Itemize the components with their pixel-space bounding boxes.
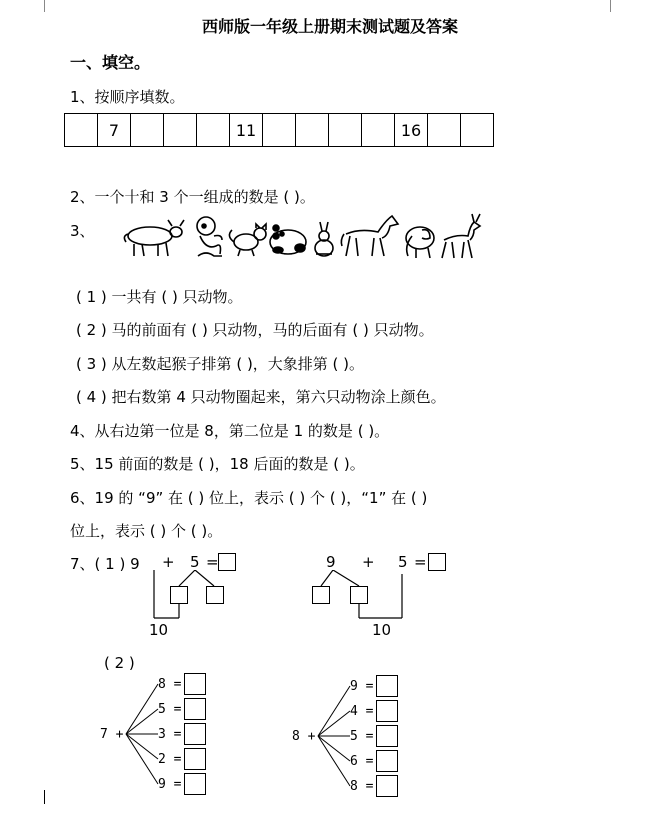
- q7-eq-left: =: [206, 553, 219, 571]
- sequence-cell[interactable]: [197, 114, 230, 147]
- page-title: 西师版一年级上册期末测试题及答案: [201, 17, 458, 36]
- cat-icon: [229, 224, 266, 256]
- q7-ten-right: 10: [372, 621, 392, 639]
- q3-sub4: ( 4 ) 把右数第 4 只动物圈起来，第六只动物涂上颜色。: [76, 388, 446, 406]
- cow-icon: [124, 220, 184, 256]
- margin-mark-top-left: [44, 0, 45, 12]
- monkey-icon: [197, 217, 222, 256]
- answer-box[interactable]: [218, 553, 236, 571]
- fan-item-label: 9 =: [158, 777, 182, 792]
- sequence-cell[interactable]: 7: [98, 114, 131, 147]
- split-lines-left: [140, 570, 220, 622]
- sequence-table: [64, 113, 494, 147]
- animal-row-image: [122, 210, 482, 262]
- q2-text: 2、一个十和 3 个一组成的数是 ( )。: [70, 188, 315, 206]
- deer-icon: [442, 214, 480, 258]
- answer-box[interactable]: [376, 675, 398, 697]
- sequence-cell[interactable]: [263, 114, 296, 147]
- q7-five-left: 5: [190, 553, 200, 571]
- rabbit-icon: [315, 222, 333, 256]
- fan-item-label: 8 =: [350, 779, 374, 794]
- sequence-cell[interactable]: [65, 114, 98, 147]
- margin-mark-top-right: [610, 0, 611, 12]
- answer-box[interactable]: [376, 750, 398, 772]
- elephant-icon: [406, 227, 434, 258]
- q7-ten-left: 10: [149, 621, 169, 639]
- answer-box[interactable]: [184, 673, 206, 695]
- q5-text: 5、15 前面的数是 ( )，18 后面的数是 ( )。: [70, 455, 365, 473]
- sequence-cell[interactable]: [428, 114, 461, 147]
- sequence-cell[interactable]: [329, 114, 362, 147]
- sequence-cell[interactable]: 11: [230, 114, 263, 147]
- q3-sub2: ( 2 ) 马的前面有 ( ) 只动物，马的后面有 ( ) 只动物。: [76, 321, 434, 339]
- q4-text: 4、从右边第一位是 8，第二位是 1 的数是 ( )。: [70, 422, 390, 440]
- q7-plus-left: +: [162, 553, 175, 571]
- q7-label: 7、( 1 ) 9: [70, 555, 140, 573]
- q7-eq-right: =: [414, 553, 427, 571]
- sequence-cell[interactable]: [164, 114, 197, 147]
- q7-nine-right: 9: [326, 553, 336, 571]
- answer-box[interactable]: [184, 723, 206, 745]
- fan-item-label: 5 =: [158, 702, 182, 717]
- answer-box[interactable]: [376, 725, 398, 747]
- fan-item-label: 4 =: [350, 704, 374, 719]
- fan-item-label: 8 =: [158, 677, 182, 692]
- answer-box[interactable]: [184, 698, 206, 720]
- fan-item-label: 9 =: [350, 679, 374, 694]
- q7-part2-label: ( 2 ): [104, 654, 135, 672]
- margin-mark-bottom-left: [44, 790, 45, 804]
- fan-item-label: 2 =: [158, 752, 182, 767]
- fan-item-label: 6 =: [350, 754, 374, 769]
- fan-a-start: 7 +: [100, 727, 124, 742]
- q6-text-line1: 6、19 的 “9” 在 ( ) 位上，表示 ( ) 个 ( )，“1” 在 ( ): [70, 489, 428, 507]
- sequence-cell[interactable]: [131, 114, 164, 147]
- q1-text: 1、按顺序填数。: [70, 88, 185, 106]
- q7-five-right: 5: [398, 553, 408, 571]
- sequence-cell[interactable]: [362, 114, 395, 147]
- q3-label: 3、: [70, 222, 95, 240]
- answer-box[interactable]: [428, 553, 446, 571]
- fan-item-label: 3 =: [158, 727, 182, 742]
- answer-box[interactable]: [376, 775, 398, 797]
- section-heading: 一、填空。: [70, 53, 151, 72]
- q7-plus-right: +: [362, 553, 375, 571]
- sequence-cell[interactable]: 16: [395, 114, 428, 147]
- answer-box[interactable]: [184, 748, 206, 770]
- fan-item-label: 5 =: [350, 729, 374, 744]
- answer-box[interactable]: [376, 700, 398, 722]
- panda-icon: [270, 225, 306, 254]
- answer-box[interactable]: [184, 773, 206, 795]
- horse-icon: [341, 216, 398, 256]
- q6-text-line2: 位上，表示 ( ) 个 ( )。: [70, 522, 223, 540]
- split-lines-right: [300, 570, 410, 622]
- fan-b-start: 8 +: [292, 729, 316, 744]
- q3-sub1: ( 1 ) 一共有 ( ) 只动物。: [76, 288, 243, 306]
- sequence-cell[interactable]: [296, 114, 329, 147]
- sequence-cell[interactable]: [461, 114, 494, 147]
- q3-sub3: ( 3 ) 从左数起猴子排第 ( )，大象排第 ( )。: [76, 355, 365, 373]
